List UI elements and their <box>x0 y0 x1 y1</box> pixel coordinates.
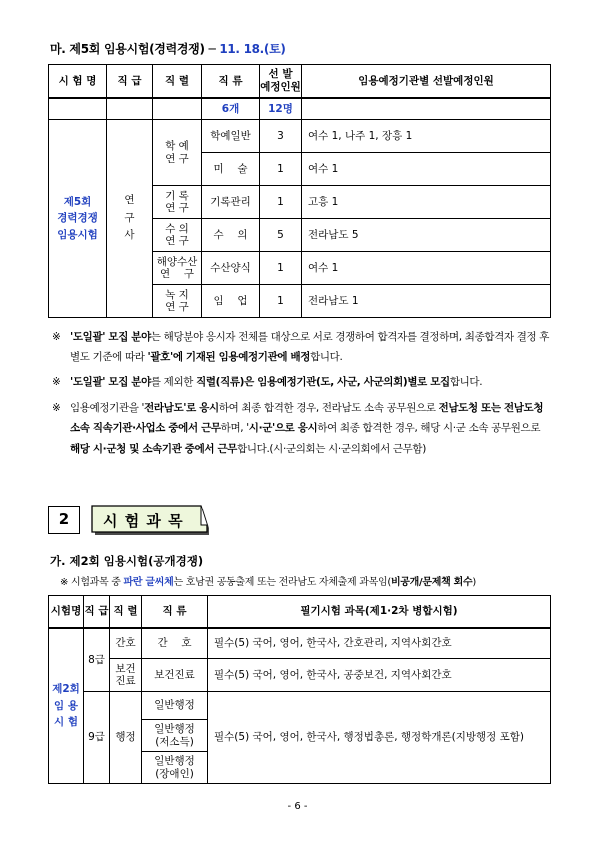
kind-cell: 기록관리 <box>202 186 260 219</box>
count-cell: 1 <box>260 153 302 186</box>
subjects-cell: 필수(5) 국어, 영어, 한국사, 공중보건, 지역사회간호 <box>208 659 551 692</box>
series-cell: 해양수산 연 구 <box>153 252 202 285</box>
table-row <box>49 628 551 659</box>
note-3-text-3: 하며, ' <box>220 422 249 435</box>
note-mark: ※ <box>52 376 61 388</box>
kind-cell: 수산양식 <box>202 252 260 285</box>
kind-cell: 미 술 <box>202 153 260 186</box>
agencies-cell: 전라남도 1 <box>302 285 551 318</box>
section-number-box: 2 <box>48 506 80 534</box>
count-cell: 5 <box>260 219 302 252</box>
series-cell: 수 의 연 구 <box>153 219 202 252</box>
kind-cell: 수 의 <box>202 219 260 252</box>
note-3-text: 임용예정기관을 ' <box>70 402 145 414</box>
note-3-text-end: 합니다.(시·군의회는 시·군의회에서 근무함) <box>237 442 426 455</box>
subjects-cell: 필수(5) 국어, 영어, 한국사, 간호관리, 지역사회간호 <box>208 628 551 659</box>
note-2-text-end: 합니다. <box>449 376 483 388</box>
kind-cell: 일반행정 (저소득) <box>142 720 208 752</box>
section-title <box>50 40 286 57</box>
table-header-row <box>49 65 551 98</box>
table-row <box>49 120 551 153</box>
table-header-row <box>49 596 551 628</box>
kind-cell: 보건진료 <box>142 659 208 692</box>
grade-cell: 연 구 사 <box>107 120 153 318</box>
header-grade: 직 급 <box>84 596 110 628</box>
subjects-table <box>48 595 551 784</box>
series-cell: 보건 진료 <box>110 659 142 692</box>
agencies-cell: 전라남도 5 <box>302 219 551 252</box>
subjects-note: ※ 시험과목 중 파란 글씨체는 호남권 공동출제 또는 전라남도 자체출제 과목임(비공개/문제책 회수) <box>60 577 476 588</box>
section-heading: 시 험 과 목 <box>103 512 184 530</box>
note-1 <box>52 327 552 368</box>
section-subtitle: 가. 제2회 임용시험(공개경쟁) <box>50 554 204 568</box>
note-mark: ※ <box>52 331 61 343</box>
grade-cell: 8급 <box>84 628 110 692</box>
section-title-prefix: 마. 제5회 임용시험(경력경쟁) ─ <box>50 42 220 56</box>
agencies-cell: 여수 1, 나주 1, 장흥 1 <box>302 120 551 153</box>
agencies-cell: 고흥 1 <box>302 186 551 219</box>
series-cell: 기 록 연 구 <box>153 186 202 219</box>
agencies-cell: 여수 1 <box>302 252 551 285</box>
note-3-text-2: 하여 최종 합격한 경우, 전라남도 소속 공무원으로 <box>218 402 439 414</box>
note-3-emphasis-2: 전남도청 또는 전남도청 소속 직속기관·사업소 중에서 근무 <box>70 402 544 435</box>
header-subjects: 필기시험 과목(제1·2차 병합시험) <box>208 596 551 628</box>
kind-cell: 임 업 <box>202 285 260 318</box>
note-3 <box>52 398 552 459</box>
kind-cell: 학예일반 <box>202 120 260 153</box>
count-cell: 1 <box>260 186 302 219</box>
total-count: 12명 <box>260 98 302 120</box>
table-row <box>49 659 551 692</box>
totals-row <box>49 98 551 120</box>
header-kind: 직 류 <box>142 596 208 628</box>
header-agencies: 임용예정기관별 선발예정인원 <box>302 65 551 98</box>
note-3-text-4: 하여 최종 합격한 경우, 해당 시·군 소속 공무원으로 <box>317 422 541 435</box>
kind-cell: 일반행정 (장애인) <box>142 752 208 784</box>
table-row <box>49 692 551 720</box>
agencies-cell: 여수 1 <box>302 153 551 186</box>
section-heading-tag <box>91 502 211 536</box>
recruitment-table <box>48 64 551 318</box>
note-3-emphasis: 전라남도'로 응시 <box>144 402 219 414</box>
note-2-text: 를 제외한 <box>150 376 197 388</box>
header-exam-name: 시 험 명 <box>49 65 107 98</box>
note-emphasis: 비공개/문제책 회수 <box>390 577 473 588</box>
subjects-cell: 필수(5) 국어, 영어, 한국사, 행정법총론, 행정학개론(지방행정 포함) <box>208 692 551 784</box>
count-cell: 1 <box>260 285 302 318</box>
count-cell: 3 <box>260 120 302 153</box>
grade-cell: 9급 <box>84 692 110 784</box>
series-cell: 간호 <box>110 628 142 659</box>
header-grade: 직 급 <box>107 65 153 98</box>
header-count: 선 발 예정인원 <box>260 65 302 98</box>
kind-cell: 간 호 <box>142 628 208 659</box>
note-1-text-end: 합니다. <box>310 351 343 364</box>
note-2-emphasis: '도일괄' 모집 분야 <box>70 376 151 388</box>
blue-font-label: 파란 글씨체 <box>123 577 174 588</box>
header-series: 직 렬 <box>110 596 142 628</box>
note-mark: ※ <box>52 402 61 414</box>
header-series: 직 렬 <box>153 65 202 98</box>
note-1-emphasis: '도일괄' 모집 분야 <box>70 331 151 343</box>
series-cell: 녹 지 연 구 <box>153 285 202 318</box>
note-3-emphasis-4: 해당 시·군청 및 소속기관 중에서 근무 <box>70 442 238 455</box>
note-2 <box>52 372 552 392</box>
note-2-emphasis-2: 직렬(직류)은 임용예정기관(도, 사군, 사군의회)별로 모집 <box>196 376 450 388</box>
header-exam-name: 시험명 <box>49 596 84 628</box>
note-1-text: 는 해당분야 응시자 전체를 대상으로 서로 경쟁하여 합격자를 결정하며, 최종합격자 결정 후 별도 기준에 따라 <box>70 331 550 364</box>
exam-name-cell: 제5회 경력경쟁 임용시험 <box>49 120 107 318</box>
series-cell: 학 예 연 구 <box>153 120 202 186</box>
total-kinds: 6개 <box>202 98 260 120</box>
section-title-date: 11. 18.(토) <box>219 42 286 56</box>
exam-name-cell: 제2회 임 용 시 험 <box>49 628 84 784</box>
count-cell: 1 <box>260 252 302 285</box>
note-3-emphasis-3: 시·군'으로 응시 <box>248 422 318 435</box>
page-number: - 6 - <box>287 801 308 812</box>
series-cell: 행정 <box>110 692 142 784</box>
kind-cell: 일반행정 <box>142 692 208 720</box>
header-kind: 직 류 <box>202 65 260 98</box>
note-1-emphasis-2: '괄호'에 기재된 임용예정기관에 배정 <box>147 351 311 364</box>
